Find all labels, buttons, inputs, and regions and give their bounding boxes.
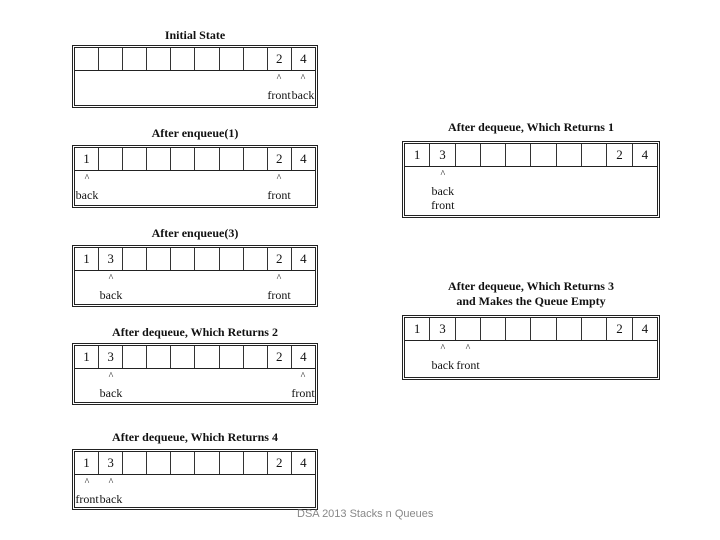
- array-cell: [557, 144, 582, 166]
- title-line: After dequeue, Which Returns 4: [112, 430, 278, 444]
- array-cell: [582, 318, 607, 340]
- pointer-marker: [291, 372, 314, 400]
- array-cell: 4: [300, 151, 307, 166]
- panel-title: [72, 430, 318, 445]
- array-cell: [171, 48, 195, 70]
- pointer-label: front: [267, 88, 291, 102]
- array-cell: [456, 144, 481, 166]
- array-cell: [244, 248, 268, 270]
- panel-title: [72, 226, 318, 241]
- pointer-label: front: [456, 358, 480, 372]
- pointer-marker: [100, 274, 123, 302]
- array-cell: 1: [75, 452, 99, 474]
- array-cell: [582, 144, 607, 166]
- title-line: After enqueue(1): [151, 126, 239, 140]
- array-cell: 2: [268, 248, 292, 270]
- queue-array: [72, 145, 318, 208]
- array-cells: [75, 148, 315, 171]
- array-cell: 3: [99, 452, 123, 474]
- array-cell: [171, 148, 195, 170]
- panel-title: [402, 120, 660, 135]
- array-cell: [75, 48, 99, 70]
- array-cell: [171, 248, 195, 270]
- array-cell: [244, 346, 268, 368]
- caret-icon: ^: [108, 371, 114, 382]
- caret-icon: ^: [108, 273, 114, 284]
- caret-icon: ^: [276, 73, 282, 84]
- array-cell: [123, 148, 147, 170]
- array-cell: 1: [405, 144, 430, 166]
- array-cells: [405, 318, 657, 341]
- title-line: After dequeue, Which Returns 2: [112, 325, 278, 339]
- pointer-marker: [100, 372, 123, 400]
- array-cell: [99, 148, 123, 170]
- pointer-marker: [267, 274, 290, 302]
- caret-icon: ^: [276, 273, 282, 284]
- array-cell: [123, 346, 147, 368]
- array-cell: [147, 452, 171, 474]
- array-cell: 4: [641, 147, 649, 162]
- array-cells: [75, 346, 315, 369]
- array-cells: [75, 452, 315, 475]
- array-cell: 3: [430, 318, 455, 340]
- array-cell: 1: [405, 318, 430, 340]
- array-cell: [220, 248, 244, 270]
- pointer-label: back: [99, 288, 123, 302]
- caret-icon: ^: [465, 343, 471, 354]
- array-cell: 2: [268, 452, 292, 474]
- pointer-label: back: [75, 188, 99, 202]
- array-cell: [531, 144, 556, 166]
- pointer-label: back: [99, 492, 123, 506]
- caret-icon: ^: [108, 477, 114, 488]
- pointer-label: front: [75, 492, 99, 506]
- array-cell: [147, 248, 171, 270]
- pointer-marker: [76, 174, 99, 202]
- array-cell: [481, 318, 506, 340]
- pointer-marker: [292, 74, 315, 102]
- array-cell: [123, 248, 147, 270]
- pointer-label: back: [431, 358, 455, 372]
- array-cell: 1: [75, 346, 99, 368]
- caret-icon: ^: [440, 343, 446, 354]
- pointer-label: back: [431, 184, 455, 198]
- array-cell: 3: [99, 346, 123, 368]
- array-cell: 2: [268, 346, 292, 368]
- caret-icon: ^: [276, 173, 282, 184]
- pointer-label: back: [291, 88, 315, 102]
- array-cell: [171, 452, 195, 474]
- array-cell: 1: [75, 248, 99, 270]
- array-cell: [147, 346, 171, 368]
- queue-array: [402, 315, 660, 380]
- panel-title: [402, 279, 660, 309]
- array-cell: [481, 144, 506, 166]
- caret-icon: ^: [300, 371, 306, 382]
- array-cell: [244, 48, 268, 70]
- slide-footer: DSA 2013 Stacks n Queues: [297, 508, 434, 520]
- array-cell: [506, 318, 531, 340]
- array-cell: 4: [641, 321, 649, 336]
- pointer-label: front: [431, 198, 455, 212]
- title-line: After dequeue, Which Returns 1: [448, 120, 614, 134]
- pointer-marker: [100, 478, 123, 506]
- array-cell: 4: [300, 455, 307, 470]
- pointer-marker: [267, 74, 290, 102]
- array-cell: [171, 346, 195, 368]
- array-cell: [456, 318, 481, 340]
- title-line: Initial State: [164, 28, 226, 42]
- pointer-label: front: [267, 288, 291, 302]
- panel-title: [72, 325, 318, 340]
- array-cell: [123, 48, 147, 70]
- array-cell: 2: [607, 318, 632, 340]
- pointer-marker: [431, 170, 454, 212]
- array-cell: [195, 346, 219, 368]
- title-line: After enqueue(3): [151, 226, 239, 240]
- title-line: After dequeue, Which Returns 3: [448, 279, 614, 293]
- queue-array: [72, 343, 318, 405]
- array-cell: 2: [607, 144, 632, 166]
- array-cell: [220, 346, 244, 368]
- array-cell: [244, 452, 268, 474]
- array-cell: [220, 48, 244, 70]
- queue-array: [72, 45, 318, 108]
- array-cell: 3: [430, 144, 455, 166]
- pointer-marker: [267, 174, 290, 202]
- caret-icon: ^: [84, 173, 90, 184]
- title-line: and Makes the Queue Empty: [456, 294, 606, 308]
- caret-icon: ^: [300, 73, 306, 84]
- array-cell: [195, 48, 219, 70]
- pointer-label: back: [99, 386, 123, 400]
- panel-title: [72, 28, 318, 43]
- pointer-label: front: [267, 188, 291, 202]
- array-cell: [123, 452, 147, 474]
- array-cell: [195, 248, 219, 270]
- array-cell: 2: [268, 48, 292, 70]
- pointer-marker: [456, 344, 479, 372]
- array-cell: 3: [99, 248, 123, 270]
- caret-icon: ^: [84, 477, 90, 488]
- array-cell: 4: [300, 51, 307, 66]
- queue-array: [72, 449, 318, 510]
- array-cell: [220, 148, 244, 170]
- array-cells: [75, 48, 315, 71]
- array-cell: [147, 148, 171, 170]
- array-cell: 2: [268, 148, 292, 170]
- pointer-marker: [431, 344, 454, 372]
- queue-array: [402, 141, 660, 218]
- pointer-label: front: [291, 386, 315, 400]
- array-cell: [531, 318, 556, 340]
- panel-title: [72, 126, 318, 141]
- array-cell: [557, 318, 582, 340]
- pointer-marker: [75, 478, 98, 506]
- caret-icon: ^: [440, 169, 446, 180]
- array-cell: 1: [75, 148, 99, 170]
- array-cell: [195, 452, 219, 474]
- array-cell: [195, 148, 219, 170]
- array-cell: 4: [300, 251, 307, 266]
- array-cell: [147, 48, 171, 70]
- array-cell: 4: [300, 349, 307, 364]
- array-cells: [75, 248, 315, 271]
- array-cells: [405, 144, 657, 167]
- array-cell: [506, 144, 531, 166]
- array-cell: [220, 452, 244, 474]
- array-cell: [99, 48, 123, 70]
- queue-array: [72, 245, 318, 307]
- array-cell: [244, 148, 268, 170]
